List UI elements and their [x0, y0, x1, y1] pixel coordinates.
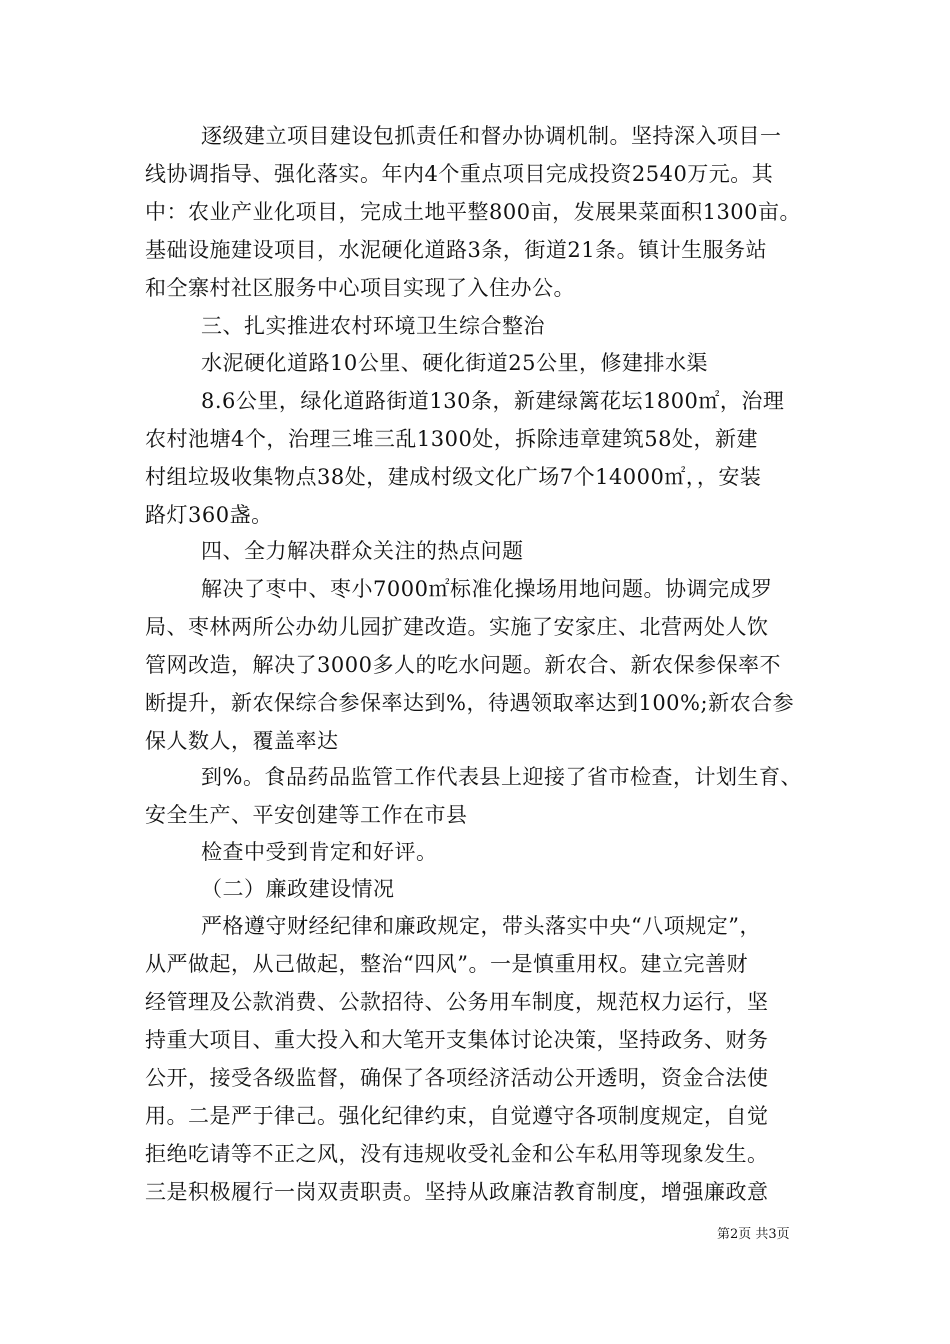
text-line: 农村池塘4个，治理三堆三乱1300处，拆除违章建筑58处，新建	[145, 427, 759, 451]
section-heading: 三、扎实推进农村环境卫生综合整治	[201, 314, 545, 338]
text-line: 和仝寨村社区服务中心项目实现了入住办公。	[145, 276, 575, 300]
text-line: 局、枣林两所公办幼儿园扩建改造。实施了安家庄、北营两处人饮	[145, 615, 769, 639]
text-line: 公开，接受各级监督，确保了各项经济活动公开透明，资金合法使	[145, 1066, 769, 1090]
text-line: 水泥硬化道路10公里、硬化街道25公里，修建排水渠	[201, 351, 708, 375]
section-heading: 四、全力解决群众关注的热点问题	[201, 539, 524, 563]
text-line: 路灯360盏。	[145, 503, 273, 527]
text-line: 安全生产、平安创建等工作在市县	[145, 803, 468, 827]
text-line: 断提升，新农保综合参保率达到%，待遇领取率达到100%;新农合参	[145, 691, 795, 715]
text-line: 8.6公里，绿化道路街道130条，新建绿篱花坛1800㎡，治理	[201, 389, 785, 413]
section-heading: （二）廉政建设情况	[201, 877, 395, 901]
text-line: 中：农业产业化项目，完成土地平整800亩，发展果菜面积1300亩。	[145, 200, 802, 224]
text-line: 保人数人，覆盖率达	[145, 729, 339, 753]
text-line: 解决了枣中、枣小7000㎡标准化操场用地问题。协调完成罗	[201, 577, 773, 601]
text-line: 严格遵守财经纪律和廉政规定，带头落实中央“八项规定”，	[201, 914, 761, 938]
text-line: 持重大项目、重大投入和大笔开支集体讨论决策，坚持政务、财务	[145, 1028, 769, 1052]
text-line: 从严做起，从己做起，整治“四风”。一是慎重用权。建立完善财	[145, 952, 748, 976]
text-line: 村组垃圾收集物点38处，建成村级文化广场7个14000㎡，，安装	[145, 465, 762, 489]
text-line: 到%。食品药品监管工作代表县上迎接了省市检查，计划生育、	[201, 765, 802, 789]
text-line: 拒绝吃请等不正之风，没有违规收受礼金和公车私用等现象发生。	[145, 1142, 769, 1166]
text-line: 逐级建立项目建设包抓责任和督办协调机制。坚持深入项目一	[201, 124, 782, 148]
text-line: 检查中受到肯定和好评。	[201, 840, 438, 864]
text-line: 三是积极履行一岗双责职责。坚持从政廉洁教育制度，增强廉政意	[145, 1180, 769, 1204]
page-number: 第2页 共3页	[717, 1227, 790, 1242]
text-line: 经管理及公款消费、公款招待、公务用车制度，规范权力运行，坚	[145, 990, 769, 1014]
text-line: 管网改造，解决了3000多人的吃水问题。新农合、新农保参保率不	[145, 653, 781, 677]
text-line: 用。二是严于律己。强化纪律约束，自觉遵守各项制度规定，自觉	[145, 1104, 769, 1128]
text-line: 基础设施建设项目，水泥硬化道路3条，街道21条。镇计生服务站	[145, 238, 768, 262]
text-line: 线协调指导、强化落实。年内4个重点项目完成投资2540万元。其	[145, 162, 774, 186]
